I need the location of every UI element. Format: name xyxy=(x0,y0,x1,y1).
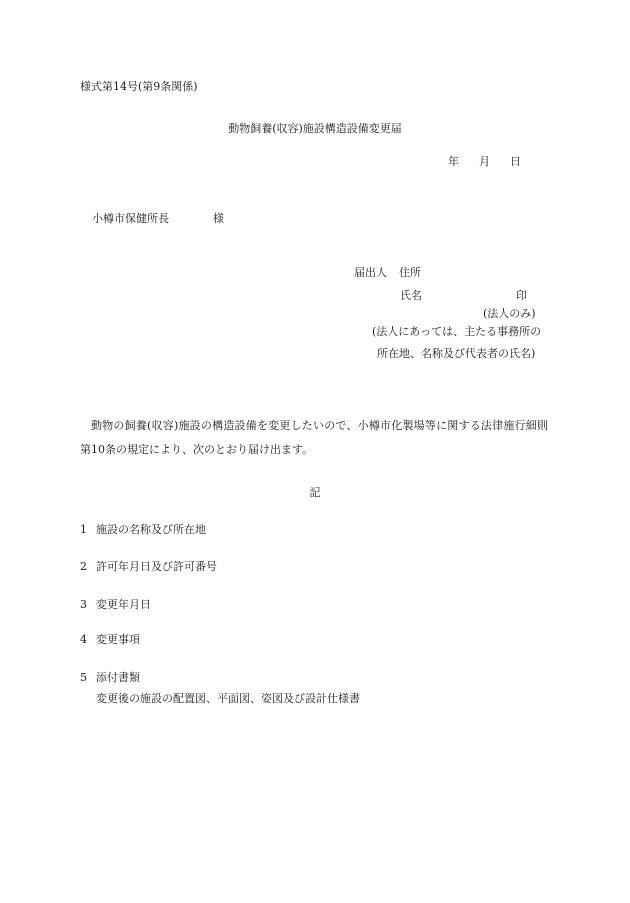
item-number: 5 xyxy=(80,671,87,684)
item-number: 2 xyxy=(80,560,87,573)
item-label: 許可年月日及び許可番号 xyxy=(96,560,217,573)
item-number: 3 xyxy=(80,598,87,611)
item-number: 1 xyxy=(80,523,87,536)
date-year-label: 年 xyxy=(448,155,459,168)
corp-note-line1: (法人にあっては、主たる事務所の xyxy=(372,325,542,338)
attachment-detail: 変更後の施設の配置図、平面図、姿図及び設計仕様書 xyxy=(96,692,360,705)
name-label: 氏名 xyxy=(400,289,422,302)
addressee xyxy=(92,212,224,225)
body-paragraph: 動物の飼養(収容)施設の構造設備を変更したいので、小樽市化製場等に関する法律施行細則第10条の規定により、次のとおり届け出ます。 xyxy=(80,419,548,456)
list-item xyxy=(80,598,151,611)
addressee-honorific: 様 xyxy=(213,212,224,225)
seal-mark: 印 xyxy=(516,289,527,302)
item-label: 添付書類 xyxy=(96,671,140,684)
date-month-label: 月 xyxy=(479,155,490,168)
document-title: 動物飼養(収容)施設構造設備変更届 xyxy=(228,122,402,135)
addressee-name: 小樽市保健所長 xyxy=(92,212,169,225)
list-item xyxy=(80,671,140,684)
item-label: 変更事項 xyxy=(96,633,140,646)
corp-note-line2: 所在地、名称及び代表者の氏名) xyxy=(377,347,536,360)
list-item xyxy=(80,523,206,536)
date-line xyxy=(448,155,521,168)
list-item xyxy=(80,560,217,573)
form-number: 様式第14号(第9条関係) xyxy=(80,80,198,93)
item-label: 施設の名称及び所在地 xyxy=(96,523,206,536)
applicant-address-line xyxy=(354,266,421,279)
date-day-label: 日 xyxy=(510,155,521,168)
item-number: 4 xyxy=(80,633,87,646)
item-label: 変更年月日 xyxy=(96,598,151,611)
applicant-label: 届出人 xyxy=(354,266,387,279)
ki-heading: 記 xyxy=(309,486,321,499)
address-label: 住所 xyxy=(399,266,421,279)
list-item xyxy=(80,633,140,646)
corp-only-note: (法人のみ) xyxy=(483,307,536,320)
